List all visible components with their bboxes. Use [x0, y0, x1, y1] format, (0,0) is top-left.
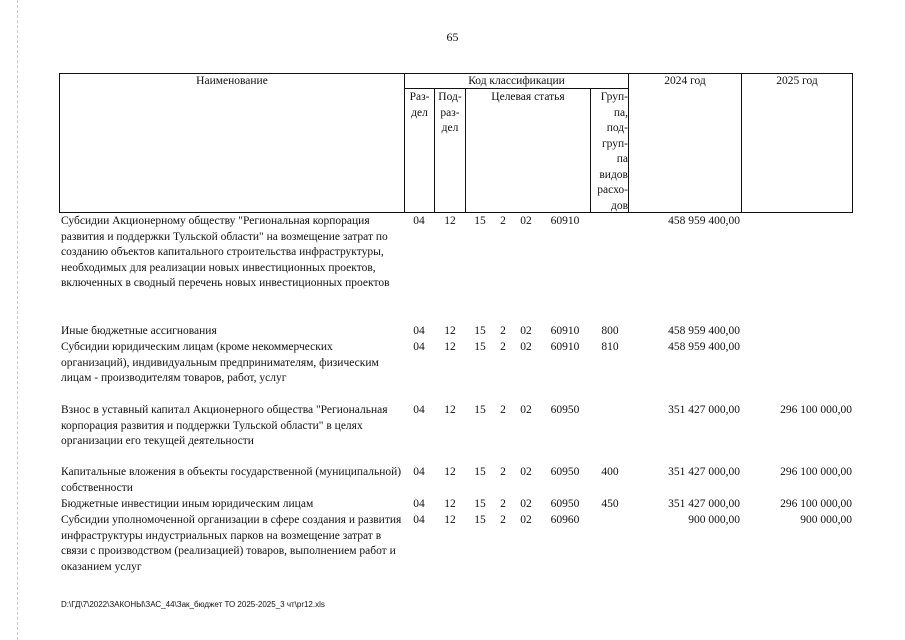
border-2024-2025	[741, 73, 742, 213]
row-cs3: 02	[520, 498, 532, 510]
row-2024: 351 427 000,00	[668, 404, 740, 416]
page-number: 65	[446, 30, 459, 44]
row-podrazdel: 12	[444, 215, 456, 227]
row-name: Бюджетные инвестиции иным юридическим лицам	[61, 498, 314, 510]
row-vid: 400	[601, 466, 619, 478]
row-razdel: 04	[413, 404, 425, 416]
row-cs4: 60910	[550, 215, 580, 227]
row-cs4: 60950	[550, 466, 580, 478]
row-podrazdel: 12	[444, 404, 456, 416]
row-cs2: 2	[500, 514, 506, 526]
row-podrazdel: 12	[444, 341, 456, 353]
row-cs1: 15	[474, 404, 486, 416]
row-cs3: 02	[520, 215, 532, 227]
row-2024: 351 427 000,00	[668, 498, 740, 510]
header-tselevaya: Целевая статья	[491, 91, 565, 103]
border-kod-2024	[628, 73, 629, 213]
row-2024: 900 000,00	[688, 514, 740, 526]
row-cs1: 15	[474, 466, 486, 478]
row-cs3: 02	[520, 325, 532, 337]
header-year-2024: 2024 год	[664, 75, 706, 87]
row-cs2: 2	[500, 498, 506, 510]
header-year-2025: 2025 год	[776, 75, 818, 87]
row-cs2: 2	[500, 404, 506, 416]
header-gruppa: Груп- па, под- груп- па видов расхо- дов	[597, 91, 628, 212]
row-cs4: 60960	[550, 514, 580, 526]
header-kod: Код классификации	[468, 75, 565, 87]
row-name: Взнос в уставный капитал Акционерного общества "Региональная корпорация развития и поддержки Тульской области" в целях организации его текущей деятельности	[61, 404, 388, 447]
row-2024: 458 959 400,00	[668, 341, 740, 353]
header-podrazdel: Под- раз- дел	[438, 91, 462, 134]
margin-dashed-line	[17, 0, 18, 640]
row-cs4: 60910	[550, 325, 580, 337]
row-vid: 810	[601, 341, 619, 353]
row-name: Субсидии уполномоченной организации в сфере создания и развития инфраструктуры индустриальных парков на возмещение затрат в связи с производством (реализацией) товаров, выполнением работ и оказанием услуг	[61, 514, 402, 573]
row-cs3: 02	[520, 341, 532, 353]
row-cs4: 60950	[550, 404, 580, 416]
row-vid: 450	[601, 498, 619, 510]
row-cs2: 2	[500, 325, 506, 337]
header-bottom-border	[59, 212, 853, 213]
row-podrazdel: 12	[444, 514, 456, 526]
border-right	[852, 73, 853, 213]
row-podrazdel: 12	[444, 466, 456, 478]
header-name: Наименование	[196, 75, 268, 87]
border-left	[59, 73, 60, 213]
row-2024: 458 959 400,00	[668, 215, 740, 227]
row-2025: 900 000,00	[800, 514, 852, 526]
header-razdel: Раз- дел	[409, 91, 430, 119]
row-vid: 800	[601, 325, 619, 337]
row-cs1: 15	[474, 514, 486, 526]
row-podrazdel: 12	[444, 325, 456, 337]
row-cs3: 02	[520, 404, 532, 416]
row-cs1: 15	[474, 341, 486, 353]
row-name: Иные бюджетные ассигнования	[61, 325, 217, 337]
row-cs2: 2	[500, 215, 506, 227]
row-cs2: 2	[500, 466, 506, 478]
row-2025: 296 100 000,00	[780, 466, 852, 478]
row-name: Субсидии юридическим лицам (кроме некоммерческих организаций), индивидуальным предпринимателям, физическим лицам - производителям товаров, работ, услуг	[61, 341, 379, 384]
row-2024: 351 427 000,00	[668, 466, 740, 478]
row-razdel: 04	[413, 341, 425, 353]
row-cs4: 60950	[550, 498, 580, 510]
row-razdel: 04	[413, 514, 425, 526]
row-podrazdel: 12	[444, 498, 456, 510]
row-razdel: 04	[413, 466, 425, 478]
row-cs4: 60910	[550, 341, 580, 353]
row-2025: 296 100 000,00	[780, 404, 852, 416]
row-razdel: 04	[413, 215, 425, 227]
footer-file-path: D:\ГД\7\2022\ЗАКОНЫ\ЗАС_44\Зак_бюджет ТО 2025-2025_3 чт\pr12.xls	[61, 600, 325, 609]
row-name: Капитальные вложения в объекты государственной (муниципальной) собственности	[61, 466, 402, 494]
border-podrazdel	[465, 88, 466, 213]
row-cs1: 15	[474, 215, 486, 227]
row-cs1: 15	[474, 325, 486, 337]
row-razdel: 04	[413, 498, 425, 510]
row-name: Субсидии Акционерному обществу "Региональная корпорация развития и поддержки Тульской области" на возмещение затрат по созданию объектов капитального строительства инфраструктуры, необходимых для реализации новых инвестиционных проектов, включенных в сводный перечень новых инвестиционных проектов	[61, 215, 390, 289]
row-cs3: 02	[520, 514, 532, 526]
row-cs1: 15	[474, 498, 486, 510]
row-cs2: 2	[500, 341, 506, 353]
row-cs3: 02	[520, 466, 532, 478]
row-razdel: 04	[413, 325, 425, 337]
row-2025: 296 100 000,00	[780, 498, 852, 510]
row-2024: 458 959 400,00	[668, 325, 740, 337]
